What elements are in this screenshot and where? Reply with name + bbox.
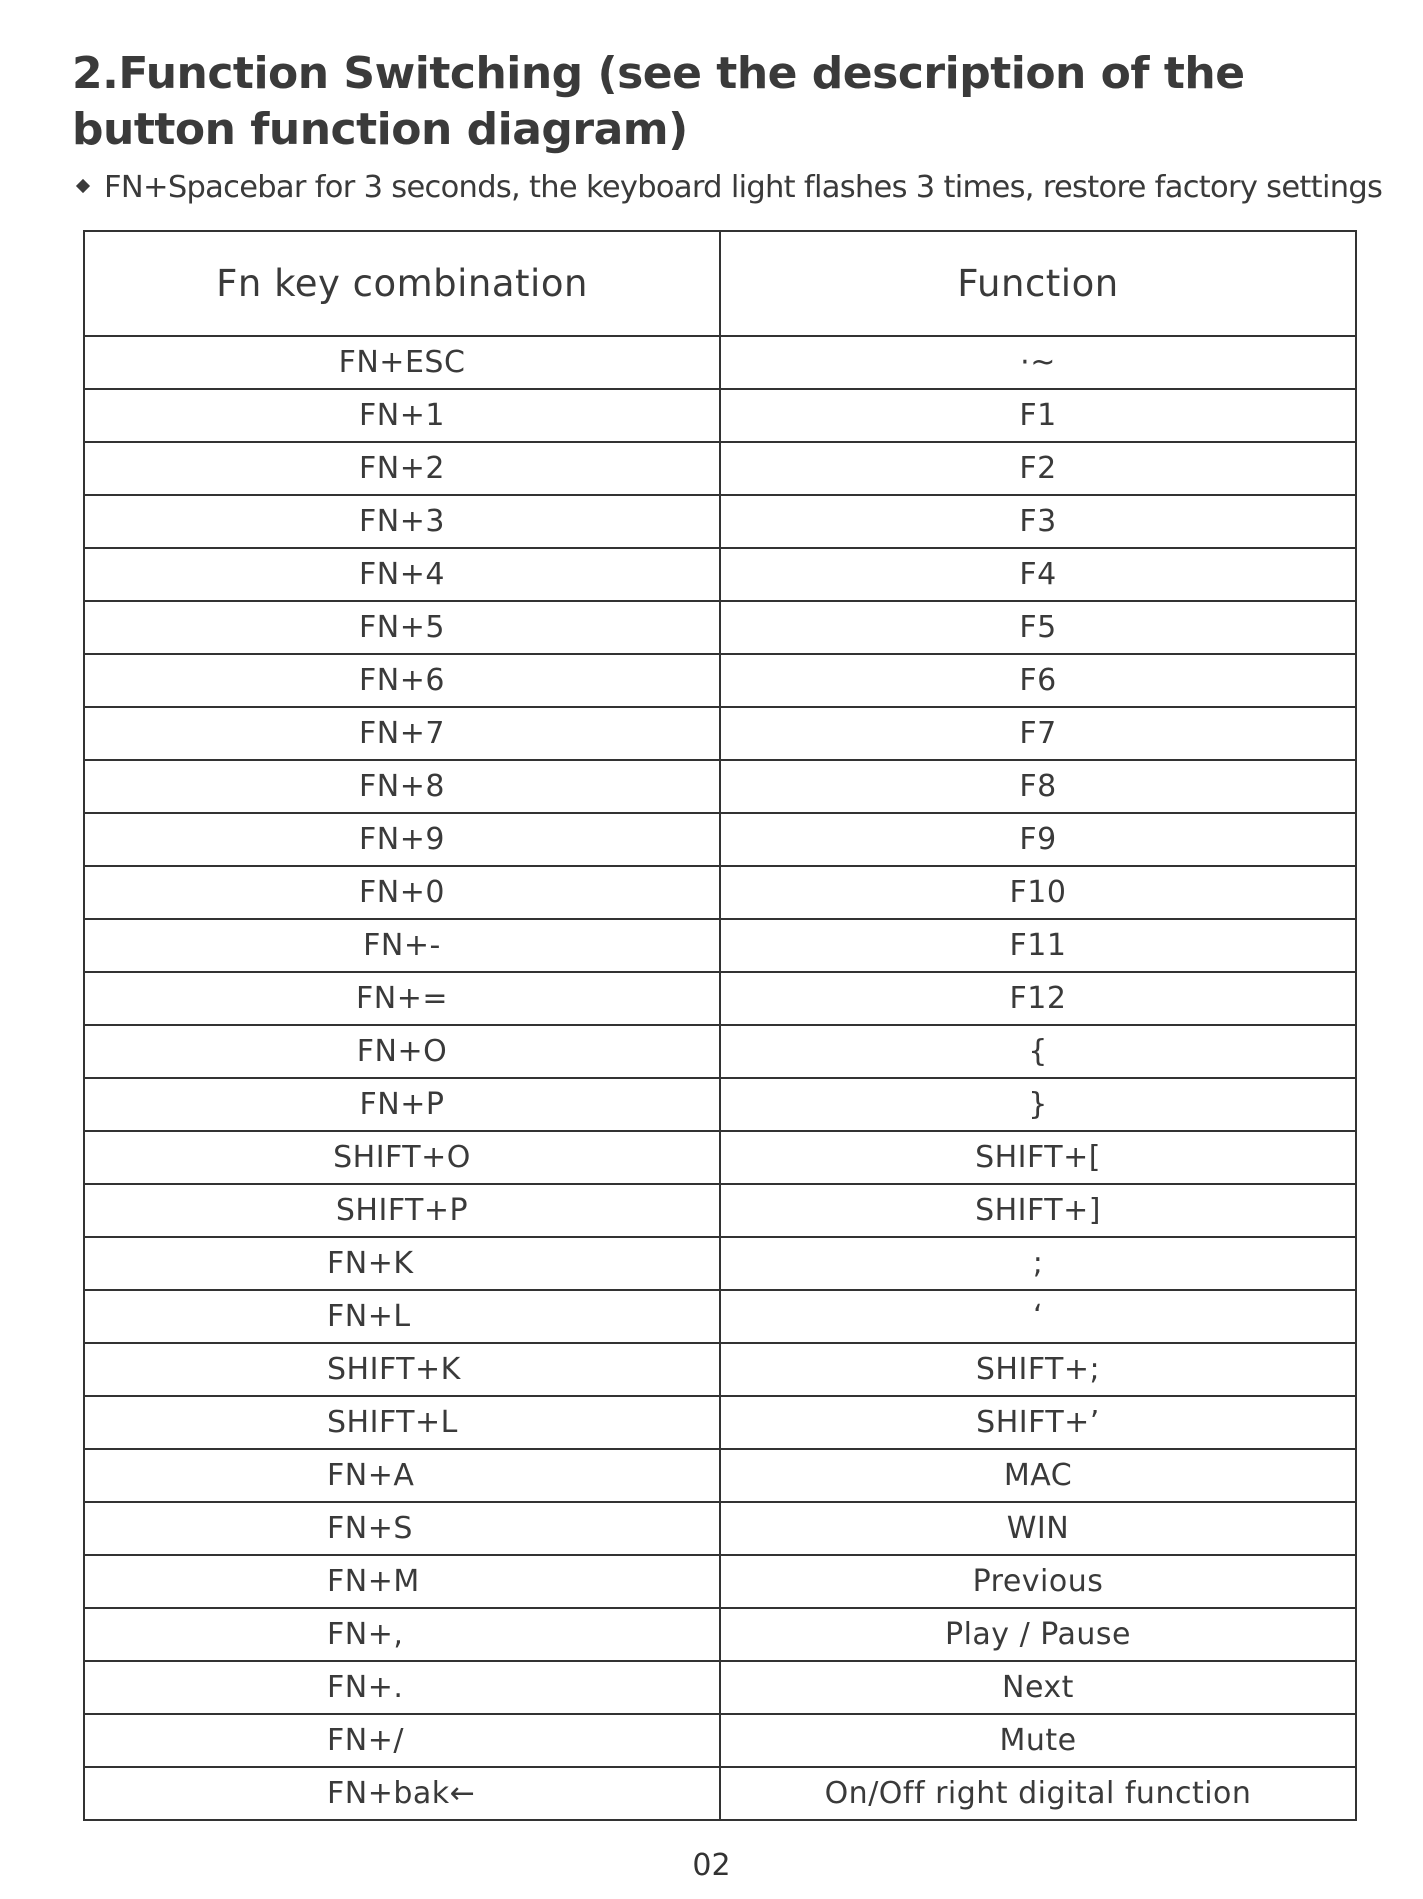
key-combination-cell: SHIFT+K xyxy=(84,1343,720,1396)
fn-key-table xyxy=(83,230,1357,1821)
function-cell: F7 xyxy=(720,707,1356,760)
table-row xyxy=(84,654,1356,707)
table-row xyxy=(84,1025,1356,1078)
key-combination-cell: FN+M xyxy=(84,1555,720,1608)
key-combination-cell: FN+= xyxy=(84,972,720,1025)
table-row xyxy=(84,601,1356,654)
table-row xyxy=(84,495,1356,548)
function-cell: F8 xyxy=(720,760,1356,813)
table-row xyxy=(84,866,1356,919)
diamond-bullet-icon xyxy=(76,179,90,193)
table-row xyxy=(84,919,1356,972)
function-cell: { xyxy=(720,1025,1356,1078)
function-cell: Play / Pause xyxy=(720,1608,1356,1661)
function-cell: SHIFT+’ xyxy=(720,1396,1356,1449)
table-row xyxy=(84,1131,1356,1184)
function-cell: F4 xyxy=(720,548,1356,601)
key-combination-cell: FN+K xyxy=(84,1237,720,1290)
function-cell: On/Off right digital function xyxy=(720,1767,1356,1820)
key-combination-cell: FN+, xyxy=(84,1608,720,1661)
function-cell: SHIFT+[ xyxy=(720,1131,1356,1184)
table-row xyxy=(84,760,1356,813)
table-row xyxy=(84,1396,1356,1449)
table-row xyxy=(84,336,1356,389)
table-row xyxy=(84,1555,1356,1608)
factory-reset-note xyxy=(72,168,1412,208)
key-combination-cell: FN+. xyxy=(84,1661,720,1714)
table-row xyxy=(84,1714,1356,1767)
key-combination-cell: FN+A xyxy=(84,1449,720,1502)
function-cell: F12 xyxy=(720,972,1356,1025)
key-combination-cell: FN+/ xyxy=(84,1714,720,1767)
table-header-row xyxy=(84,231,1356,336)
table-row xyxy=(84,1608,1356,1661)
table-row xyxy=(84,389,1356,442)
function-cell: F10 xyxy=(720,866,1356,919)
key-combination-cell: FN+ESC xyxy=(84,336,720,389)
key-combination-cell: FN+6 xyxy=(84,654,720,707)
column-header-key-combination: Fn key combination xyxy=(84,231,720,336)
function-cell: F9 xyxy=(720,813,1356,866)
function-cell: Previous xyxy=(720,1555,1356,1608)
table-row xyxy=(84,972,1356,1025)
table-row xyxy=(84,1237,1356,1290)
key-combination-cell: FN+7 xyxy=(84,707,720,760)
factory-reset-note-text: FN+Spacebar for 3 seconds, the keyboard light flashes 3 times, restore factory settings xyxy=(104,170,1383,205)
key-combination-cell: FN+8 xyxy=(84,760,720,813)
key-combination-cell: FN+L xyxy=(84,1290,720,1343)
key-combination-cell: SHIFT+O xyxy=(84,1131,720,1184)
table-row xyxy=(84,1184,1356,1237)
function-cell: MAC xyxy=(720,1449,1356,1502)
function-cell: F6 xyxy=(720,654,1356,707)
key-combination-cell: FN+- xyxy=(84,919,720,972)
key-combination-cell: FN+0 xyxy=(84,866,720,919)
function-cell: } xyxy=(720,1078,1356,1131)
key-combination-cell: FN+O xyxy=(84,1025,720,1078)
function-cell: F3 xyxy=(720,495,1356,548)
table-row xyxy=(84,1449,1356,1502)
table-row xyxy=(84,548,1356,601)
function-cell: ·~ xyxy=(720,336,1356,389)
function-cell: F11 xyxy=(720,919,1356,972)
table-row xyxy=(84,1343,1356,1396)
function-cell: F5 xyxy=(720,601,1356,654)
function-cell: SHIFT+] xyxy=(720,1184,1356,1237)
table-row xyxy=(84,1078,1356,1131)
key-combination-cell: FN+P xyxy=(84,1078,720,1131)
key-combination-cell: FN+bak← xyxy=(84,1767,720,1820)
function-cell: F1 xyxy=(720,389,1356,442)
function-cell: Next xyxy=(720,1661,1356,1714)
table-row xyxy=(84,1290,1356,1343)
table-row xyxy=(84,813,1356,866)
table-row xyxy=(84,1661,1356,1714)
page-heading: 2.Function Switching (see the description of the button function diagram) xyxy=(72,48,1245,155)
function-cell: Mute xyxy=(720,1714,1356,1767)
key-combination-cell: SHIFT+P xyxy=(84,1184,720,1237)
key-combination-cell: FN+5 xyxy=(84,601,720,654)
key-combination-cell: SHIFT+L xyxy=(84,1396,720,1449)
function-cell: WIN xyxy=(720,1502,1356,1555)
column-header-function: Function xyxy=(720,231,1356,336)
page-number: 02 xyxy=(692,1848,731,1883)
function-cell: ; xyxy=(720,1237,1356,1290)
key-combination-cell: FN+2 xyxy=(84,442,720,495)
key-combination-cell: FN+9 xyxy=(84,813,720,866)
function-cell: F2 xyxy=(720,442,1356,495)
table-row xyxy=(84,707,1356,760)
function-cell: ‘ xyxy=(720,1290,1356,1343)
key-combination-cell: FN+S xyxy=(84,1502,720,1555)
key-combination-cell: FN+3 xyxy=(84,495,720,548)
table-row xyxy=(84,1502,1356,1555)
table-row xyxy=(84,1767,1356,1820)
function-cell: SHIFT+; xyxy=(720,1343,1356,1396)
key-combination-cell: FN+1 xyxy=(84,389,720,442)
table-row xyxy=(84,442,1356,495)
key-combination-cell: FN+4 xyxy=(84,548,720,601)
